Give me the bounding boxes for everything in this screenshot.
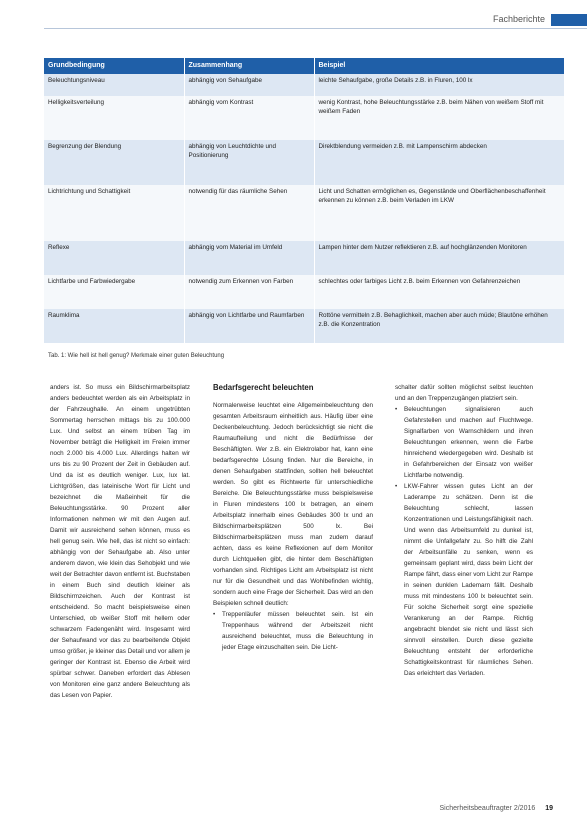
article-column-3	[395, 382, 533, 679]
table-cell: notwendig zum Erkennen von Farben	[184, 275, 314, 309]
column-header: Beispiel	[314, 58, 564, 74]
bullet-item	[395, 404, 533, 481]
table-cell: Raumklima	[44, 309, 184, 343]
table-cell: Reflexe	[44, 241, 184, 275]
page-number: 19	[545, 805, 553, 812]
body-text: anders ist. So muss ein Bildschirmarbeitsplatz anders bedeuchtet werden als ein Arbeitsplatz in der Fahrzeughalle. An einem ungetrübten Sommertag herrschen mittags bis zu 100.000 Lux. Und selbst an einem trüben Tag im November beträgt die Helligkeit im Freien immer noch 2.000 bis 4.000 Lux. Allerdings halten wir uns bis zu 90 Prozent der Zeit in Gebäuden auf. Und da ist es deutlich weniger. Lux, lux lat. Lichtgrößen, das lateinische Wort für Licht und bezeichnet die Maßeinheit für die Beleuchtungsstärke. 90 Prozent aller Informationen nehmen wir mit den Augen auf. Damit wir ausreichend sehen können, muss es hell genug sein. Wie hell, das ist nicht so einfach: abhängig von der Sehaufgabe ab. Also unter anderem davon, wie klein das Sehobjekt und wie weit der Betrachter davon entfernt ist. Buchstaben in einem Buch sind deutlich kleiner als Bildschirmzeichen. Auch der Kontrast ist entscheidend. So macht beispielsweise einen Unterschied, ob weißer Stoff mit hellem oder schwarzem Fadengenäht wird. Insgesamt wird der Sehaufwand vor das zu bearbeitende Objekt umso größer, je kleiner das Detail und vor allem je geringer der Kontrast ist. Ebenso die Arbeit wird spürbar schwer. Daneben erfordert das Ablesen von Monitoren eine ganz andere Beleuchtung als das Lesen von Papier.	[50, 384, 190, 699]
table-row	[44, 96, 564, 140]
table-cell: abhängig von Lichtfarbe und Raumfarben	[184, 309, 314, 343]
table-header-row	[44, 58, 564, 74]
table-row	[44, 185, 564, 241]
table-cell: Beleuchtungsniveau	[44, 74, 184, 96]
article-column-2	[213, 382, 373, 653]
table-row	[44, 309, 564, 343]
table-cell: Lichtfarbe und Farbwiedergabe	[44, 275, 184, 309]
table-cell: notwendig für das räumliche Sehen	[184, 185, 314, 241]
article-column-1	[50, 382, 190, 701]
bullet-icon: •	[395, 483, 398, 490]
table-cell: Helligkeitsverteilung	[44, 96, 184, 140]
bullet-text: Beleuchtungen signalisieren auch Gefahrstellen und machen auf Fluchtwege. Signalfarben von Warnschildern und ihren Beleuchtungen erkennen, wenn die Farbe hinreichend wiedergegeben wird. Deshalb ist in Gefahrbereichen der Einsatz von weißer Lichtfarbe notwendig.	[404, 406, 533, 479]
section-accent-bar	[551, 14, 587, 26]
body-text: schalter dafür sollten möglichst selbst leuchten und an den Treppenzugängen platziert sein.	[395, 384, 533, 402]
table-caption: Tab. 1: Wie hell ist hell genug? Merkmale einer guten Beleuchtung	[48, 353, 225, 359]
table-cell: abhängig vom Kontrast	[184, 96, 314, 140]
bullet-text: LKW-Fahrer wissen gutes Licht an der Laderampe zu schätzen. Denn ist die Beleuchtung schlecht, lassen Konzentrationen und Leistungsfähigkeit nach. Und wenn das Arbeitsumfeld zu dunkel ist, nimmt die Unfallgefahr zu. So hilft die Zahl der Arbeitsunfälle zu senken, wenn es gemeinsam geplant wird, dass beim Licht der Rampe fährt, dass einer vom Licht zur Rampe in seinen dunklen Lademarn fällt. Deshalb muss mit mindestens 100 lx beleuchtet sein. Für solche Sicherheit sorgt eine spezielle Verankerung an der Rampe. Richtig angebracht blendet sie nicht und lässt sich sinnvoll einstellen. Durch diese gezielte Beleuchtung entsteht der erforderliche Schattigkeitskontrast für räumliches Sehen. Das erleichtert das Verladen.	[404, 483, 533, 677]
requirements-table	[44, 58, 565, 343]
table-cell: abhängig vom Material im Umfeld	[184, 241, 314, 275]
table-row	[44, 241, 564, 275]
body-text: Normalerweise leuchtet eine Allgemeinbeleuchtung den gesamten Arbeitsraum einheitlich aus. Häufig über eine Deckenbeleuchtung. Jedoch berücksichtigt sie nicht die Raumaufteilung und nicht die Bedürfnisse der Beschäftigten. Wer z.B. ein Elektrolabor hat, kann eine bedarfsgerechte Lösung finden. Nur die Bereiche, in denen Sehaufgaben stattfinden, sollten hell beleuchtet werden. So gibt es Richtwerte für unterschiedliche Bereiche. Die Beleuchtungsstärke muss beispielsweise in Fluren mindestens 100 lx betragen, an einem Arbeitsplatz innerhalb eines Gebäudes 300 lx und an Bildschirmarbeitsplätzen 500 lx. Bei Bildschirmarbeitsplätzen muss man zudem darauf achten, dass es keine Reflexionen auf dem Monitor durch Lichtquellen gibt, die hinter dem Beschäftigten vorhanden sind. Richtiges Licht am Arbeitsplatz ist nicht nur für die Gesundheit und das Wohlbefinden wichtig, sondern auch eine Frage der Sicherheit. Das wird an den Beispielen schnell deutlich:	[213, 402, 373, 607]
section-heading: Bedarfsgerecht beleuchten	[213, 383, 314, 392]
section-label: Fachberichte	[492, 14, 545, 24]
page-footer	[440, 805, 553, 812]
table-cell: abhängig von Sehaufgabe	[184, 74, 314, 96]
bullet-icon: •	[213, 611, 216, 618]
table-cell: Lichtrichtung und Schattigkeit	[44, 185, 184, 241]
table-cell: Direktblendung vermeiden z.B. mit Lampenschirm abdecken	[314, 140, 564, 185]
journal-name: Sicherheitsbeauftragter 2/2016	[439, 805, 536, 812]
table-cell: abhängig von Leuchtdichte und Positionierung	[184, 140, 314, 185]
bullet-icon: •	[395, 406, 398, 413]
bullet-text: Treppenläufer müssen beleuchtet sein. Ist ein Treppenhaus während der Arbeitszeit nicht ausreichend beleuchtet, muss die Beleuchtung in jeder Etage einzuschalten sein. Die Licht-	[222, 611, 373, 651]
table-cell: wenig Kontrast, hohe Beleuchtungsstärke z.B. beim Nähen von weißem Stoff mit weißem Faden	[314, 96, 564, 140]
table-cell: Licht und Schatten ermöglichen es, Gegenstände und Oberflächenbeschaffenheit erkennen zu können z.B. beim Verladen im LKW	[314, 185, 564, 241]
bullet-item	[213, 609, 373, 653]
table-cell: Lampen hinter dem Nutzer reflektieren z.B. auf hochglänzenden Monitoren	[314, 241, 564, 275]
table-row	[44, 275, 564, 309]
header-divider	[44, 28, 587, 29]
table-cell: Begrenzung der Blendung	[44, 140, 184, 185]
table-row	[44, 74, 564, 96]
table-cell: leichte Sehaufgabe, große Details z.B. in Fluren, 100 lx	[314, 74, 564, 96]
table-row	[44, 140, 564, 185]
table-cell: schlechtes oder farbiges Licht z.B. beim Erkennen von Gefahrenzeichen	[314, 275, 564, 309]
table-cell: Rottöne vermitteln z.B. Behaglichkeit, machen aber auch müde; Blautöne erhöhen z.B. die Konzentration	[314, 309, 564, 343]
bullet-item	[395, 481, 533, 679]
column-header: Zusammenhang	[184, 58, 314, 74]
column-header: Grundbedingung	[44, 58, 184, 74]
